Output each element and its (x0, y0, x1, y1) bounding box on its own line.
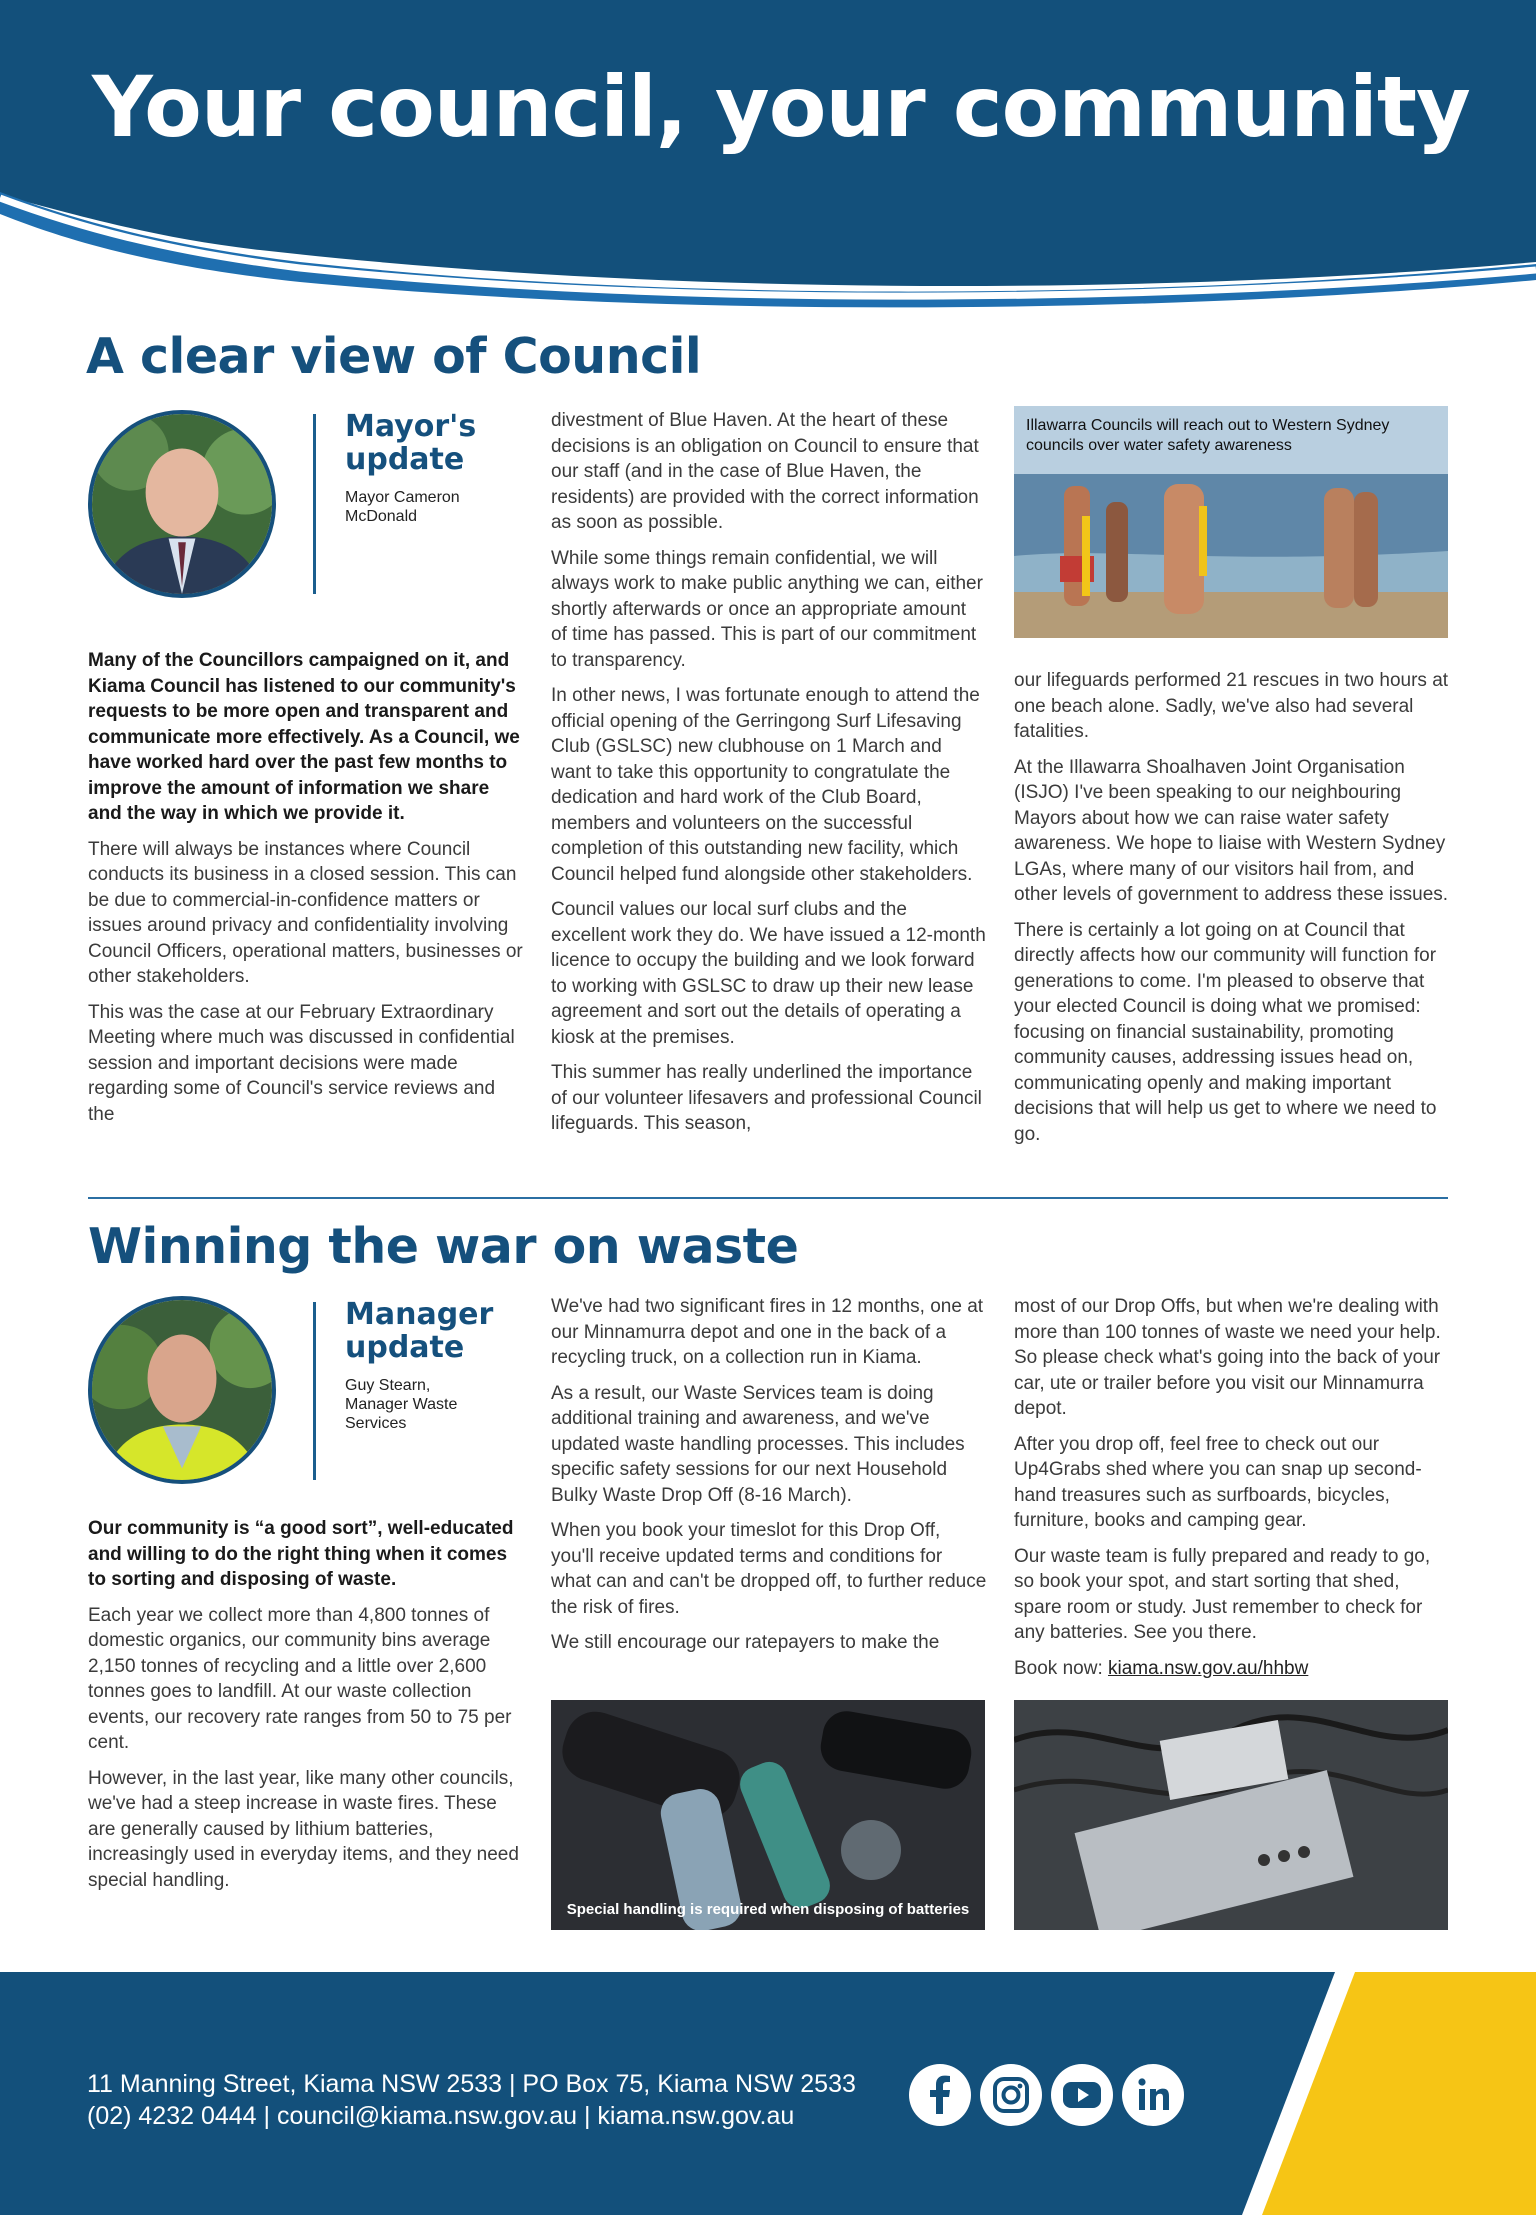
manager-name-line3: Services (345, 1415, 407, 1432)
mayor-photo (92, 414, 272, 594)
waste-paragraph: We still encourage our ratepayers to make the (551, 1632, 940, 1653)
page-title: Your council, your community (92, 58, 1470, 156)
linkedin-icon[interactable] (1122, 2064, 1184, 2126)
ewaste-photo (1014, 1700, 1448, 1930)
footer-address: 11 Manning Street, Kiama NSW 2533 | PO Box 75, Kiama NSW 2533 (87, 2070, 856, 2098)
manager-name (345, 1376, 457, 1433)
header-wave-graphic (0, 0, 1536, 320)
manager-photo (92, 1300, 272, 1480)
waste-paragraph: Each year we collect more than 4,800 tonnes of domestic organics, our community bins average 2,150 tonnes of recycling and a little over 2,600 tonnes goes to landfill. At our waste collection events, our recovery rate ranges from 50 to 75 per cent. (88, 1604, 512, 1753)
facebook-icon[interactable] (909, 2064, 971, 2126)
header-banner (0, 0, 1536, 320)
mayor-paragraph: divestment of Blue Haven. At the heart of these decisions is an obligation on Council to ensure that our staff (and in the case of Blue Haven, the residents) are provided with the correct information as soon as possible. (551, 410, 979, 533)
waste-paragraph: We've had two significant fires in 12 months, one at our Minnamurra depot and one in the back of a recycling truck, on a collection run in Kiama. (551, 1296, 984, 1368)
waste-paragraph: After you drop off, feel free to check out our Up4Grabs shed where you can snap up second-hand treasures such as surfboards, bicycles, furniture, books and camping gear. (1014, 1433, 1422, 1531)
lifeguards-photo (1014, 406, 1448, 638)
ewaste-image (1014, 1700, 1448, 1930)
lifeguards-photo-caption: Illawarra Councils will reach out to Western Sydney councils over water safety awareness (1026, 417, 1390, 454)
manager-title-divider (313, 1302, 316, 1480)
mayor-paragraph: This was the case at our February Extraordinary Meeting where much was discussed in confidential session and important decisions were made regarding some of Council's service reviews and the (88, 1001, 515, 1125)
manager-update-title-line2: update (345, 1330, 465, 1365)
mayor-paragraph: This summer has really underlined the importance of our volunteer lifesavers and professional Council lifeguards. This season, (551, 1062, 982, 1134)
mayor-paragraph: In other news, I was fortunate enough to attend the official opening of the Gerringong Surf Lifesaving Club (GSLSC) new clubhouse on 1 March and want to take this opportunity to congratulate the dedication and hard work of the Club Board, members and volunteers on the successful completion of this outstanding new facility, which Council helped fund alongside other stakeholders. (551, 685, 980, 885)
mayor-lead-paragraph: Many of the Councillors campaigned on it, and Kiama Council has listened to our community's requests to be more open and transparent and communicate more effectively. As a Council, we have worked hard over the past few months to improve the amount of information we share and the way in which we provide it. (88, 650, 520, 824)
mayor-section-heading: A clear view of Council (86, 328, 702, 385)
mayor-update-title (345, 410, 476, 476)
mayor-column-3 (1014, 668, 1450, 1157)
manager-update-title (345, 1298, 493, 1364)
manager-portrait (88, 1296, 276, 1484)
waste-paragraph: Our waste team is fully prepared and ready to go, so book your spot, and start sorting that shed, spare room or study. Just remember to check for any batteries. See you there. (1014, 1545, 1431, 1643)
waste-column-2 (551, 1294, 987, 1666)
mayor-paragraph: our lifeguards performed 21 rescues in two hours at one beach alone. Sadly, we've also had several fatalities. (1014, 670, 1449, 742)
mayor-paragraph: There is certainly a lot going on at Council that directly affects how our community will function for generations to come. I'm pleased to observe that your elected Council is doing what we promised: focusing on financial sustainability, promoting community causes, addressing issues head on, communicating openly and making important decisions that will help us get to where we need to go. (1014, 919, 1437, 1145)
mayor-title-divider (313, 414, 316, 594)
waste-column-3 (1014, 1294, 1450, 1691)
mayor-portrait (88, 410, 276, 598)
mayor-paragraph: While some things remain confidential, we will always work to make public anything we can, either shortly afterwards or once an appropriate amount of time has passed. This is part of our commitment to transparency. (551, 547, 983, 671)
manager-name-line1: Guy Stearn, (345, 1377, 431, 1394)
section-divider (88, 1197, 1448, 1199)
mayor-name-line2: McDonald (345, 508, 418, 525)
book-now-link[interactable]: kiama.nsw.gov.au/hhbw (1108, 1657, 1309, 1679)
waste-lead-paragraph: Our community is “a good sort”, well-educated and willing to do the right thing when it comes to sorting and disposing of waste. (88, 1518, 514, 1590)
waste-paragraph: When you book your timeslot for this Drop Off, you'll receive updated terms and conditions for what can and can't be dropped off, to further reduce the risk of fires. (551, 1520, 987, 1618)
instagram-icon[interactable] (980, 2064, 1042, 2126)
footer-contact: (02) 4232 0444 | council@kiama.nsw.gov.au | kiama.nsw.gov.au (87, 2102, 795, 2130)
mayor-paragraph: At the Illawarra Shoalhaven Joint Organisation (ISJO) I've been speaking to our neighbouring Mayors about how we can raise water safety awareness. We hope to liaise with Western Sydney LGAs, where many of our visitors hail from, and other levels of government to address these issues. (1014, 756, 1449, 905)
batteries-image (551, 1700, 985, 1930)
waste-paragraph: most of our Drop Offs, but when we're dealing with more than 100 tonnes of waste we need your help. So please check what's going into the back of your car, ute or trailer before you visit our Minnamurra depot. (1014, 1296, 1441, 1419)
manager-update-title-line1: Manager (345, 1297, 494, 1332)
batteries-photo-caption: Special handling is required when disposing of batteries (566, 1901, 970, 1918)
mayor-column-2 (551, 408, 987, 1147)
batteries-photo (551, 1700, 985, 1930)
manager-name-line2: Manager Waste (345, 1396, 458, 1413)
mayor-column-1 (88, 648, 524, 1137)
mayor-name (345, 488, 460, 526)
mayor-update-title-line1: Mayor's (345, 409, 477, 444)
book-now-line (1014, 1656, 1450, 1682)
waste-section-heading: Winning the war on waste (88, 1218, 799, 1275)
waste-paragraph: However, in the last year, like many other councils, we've had a steep increase in waste fires. These are generally caused by lithium batteries, increasingly used in everyday items, and they need special handling. (88, 1767, 519, 1891)
waste-column-1 (88, 1516, 524, 1903)
mayor-update-title-line2: update (345, 442, 465, 477)
mayor-name-line1: Mayor Cameron (345, 489, 460, 506)
book-now-label: Book now: (1014, 1657, 1108, 1679)
mayor-paragraph: There will always be instances where Council conducts its business in a closed session. This can be due to commercial-in-confidence matters or issues around privacy and confidentiality involving Council Officers, operational matters, businesses or other stakeholders. (88, 838, 523, 987)
waste-paragraph: As a result, our Waste Services team is doing additional training and awareness, and we've updated waste handling processes. This includes specific safety sessions for our next Household Bulky Waste Drop Off (8-16 March). (551, 1382, 965, 1506)
mayor-paragraph: Council values our local surf clubs and the excellent work they do. We have issued a 12-month licence to occupy the building and we look forward to working with GSLSC to draw up their new lease agreement and sort out the details of operating a kiosk at the premises. (551, 899, 986, 1048)
youtube-icon[interactable] (1051, 2064, 1113, 2126)
